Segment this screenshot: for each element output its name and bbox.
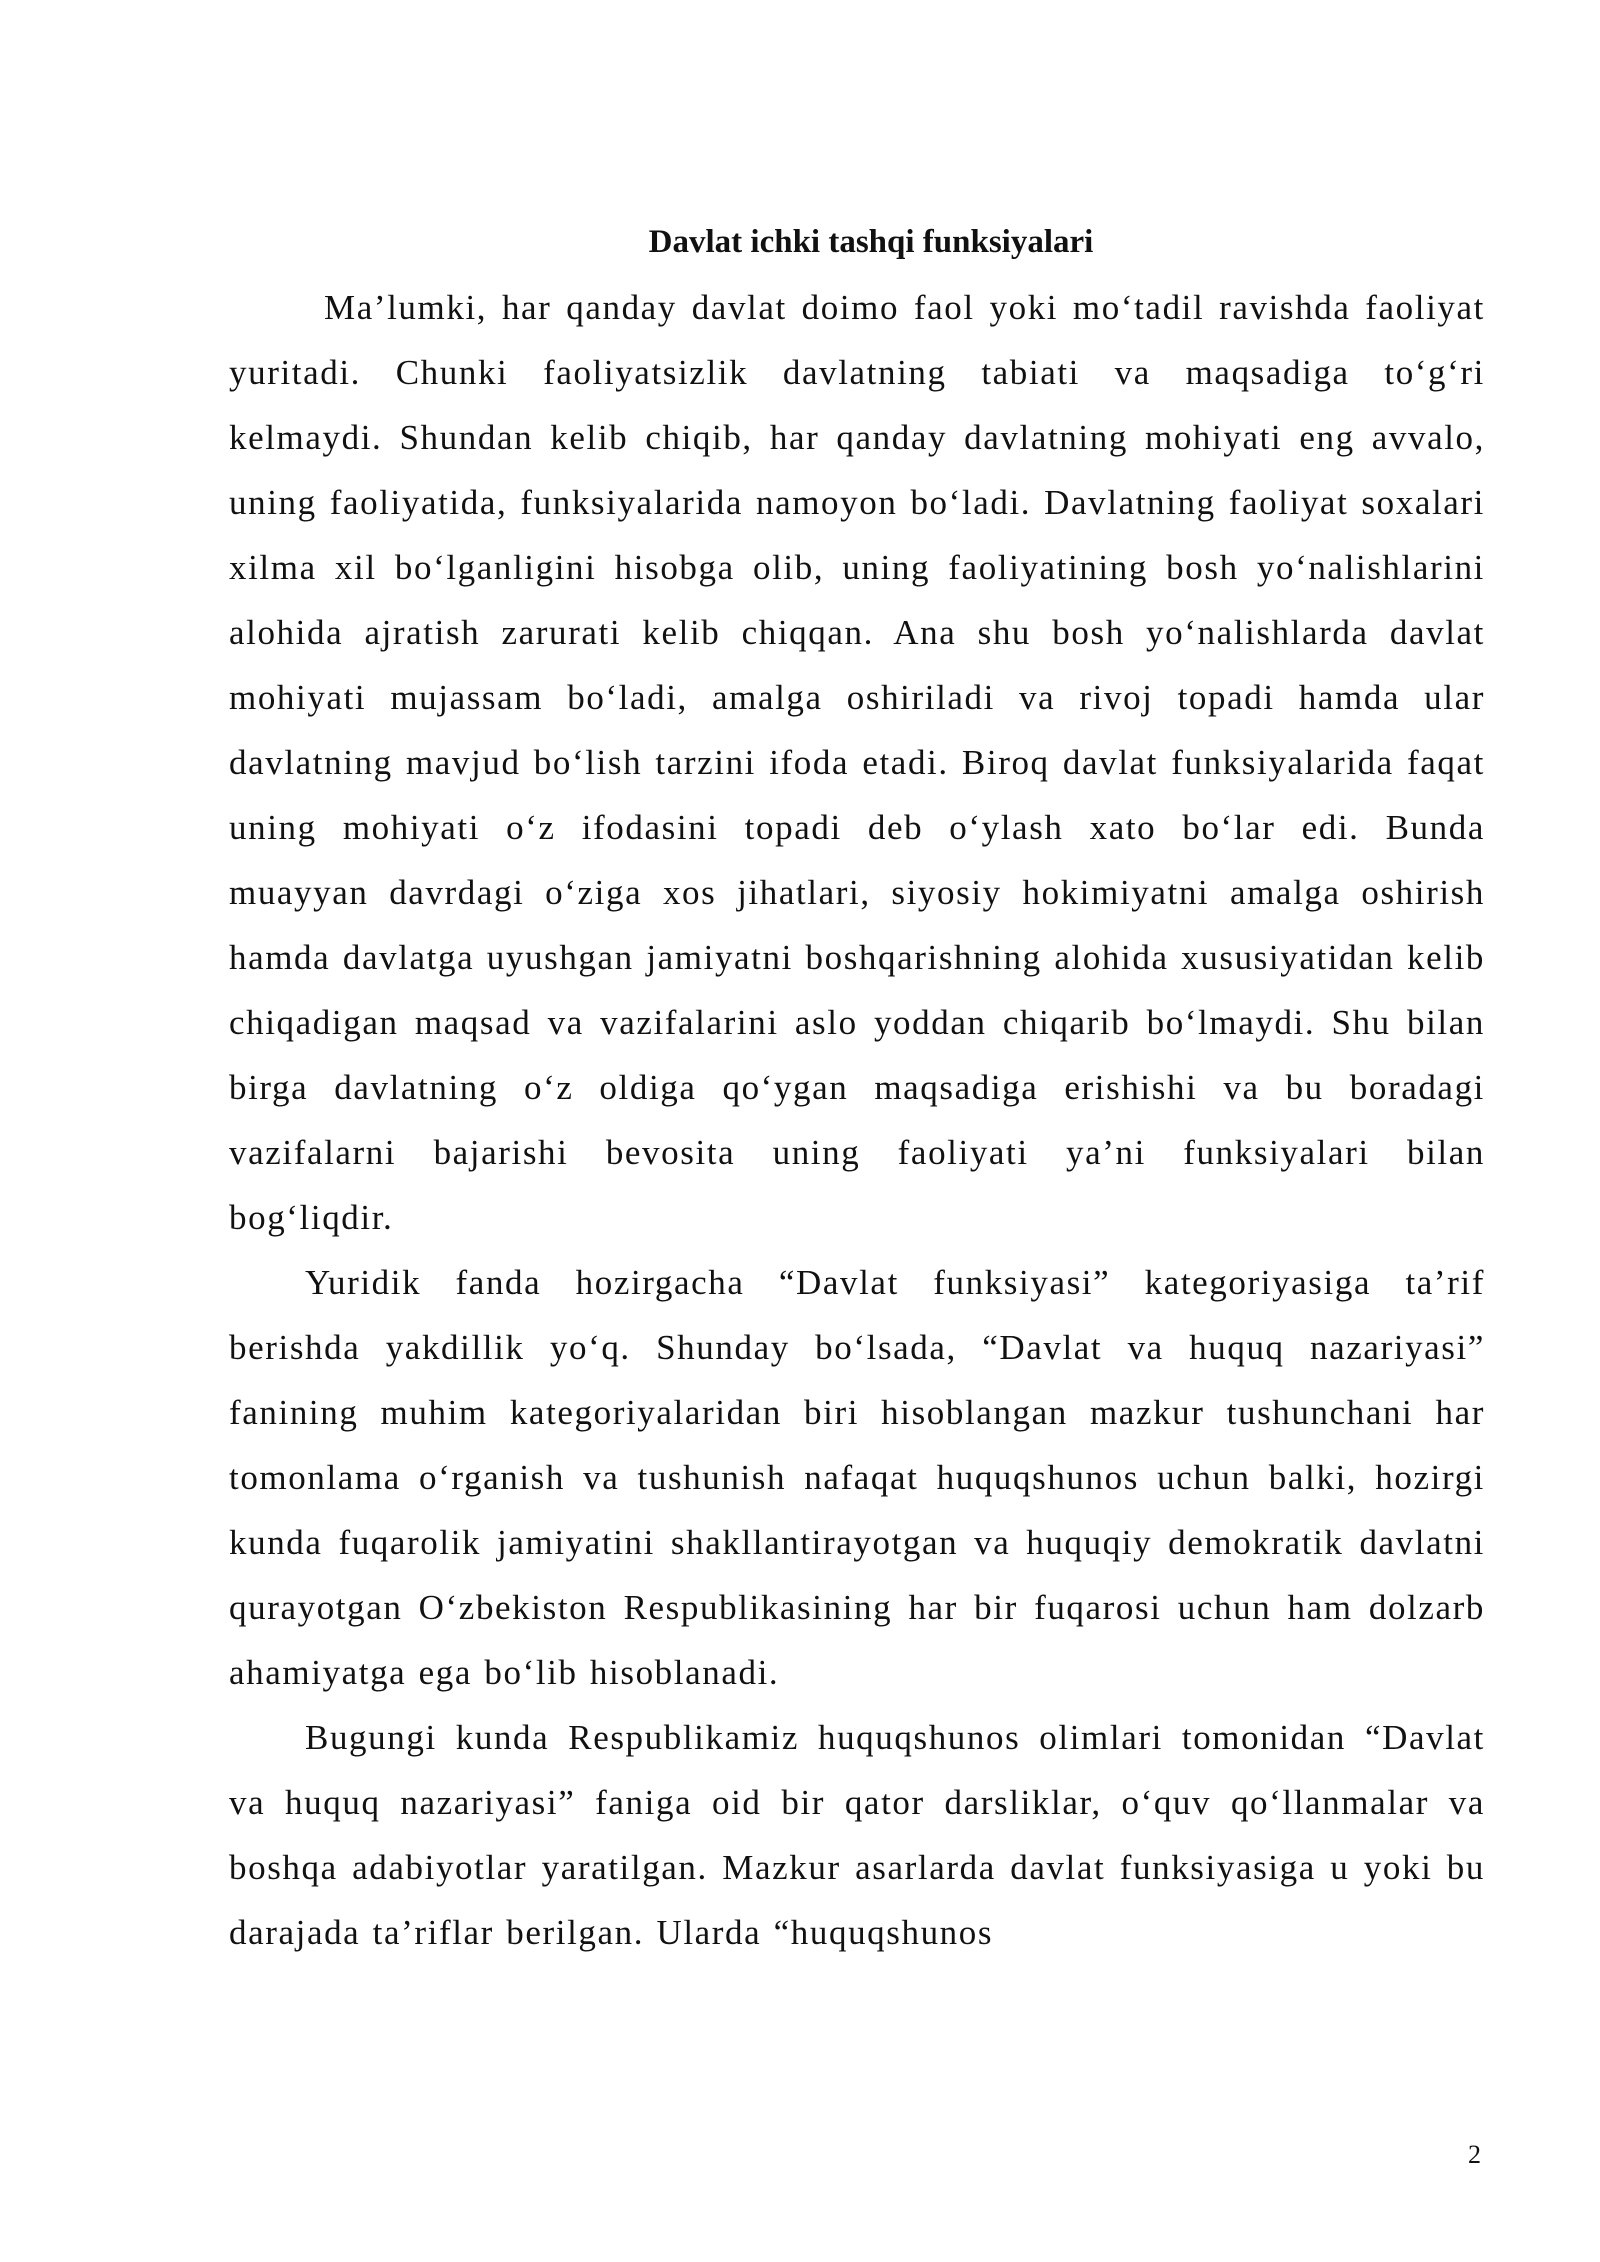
document-title: Davlat ichki tashqi funksiyalari <box>648 224 1094 260</box>
document-page <box>229 210 1485 1965</box>
paragraph-3: Bugungi kunda Respublikamiz huquqshunos olimlari tomonidan “Davlat va huquq nazariyasi” faniga oid bir qator darsliklar, o‘quv qo‘llanmalar va boshqa adabiyotlar yaratilgan. Mazkur asarlarda davlat funksiyasiga u yoki bu darajada ta’riflar berilgan. Ularda “huquqshunos <box>229 1718 1485 1952</box>
paragraph-1: Ma’lumki, har qanday davlat doimo faol yoki mo‘tadil ravishda faoliyat yuritadi. Chunki faoliyatsizlik davlatning tabiati va maqsadiga to‘g‘ri kelmaydi. Shundan kelib chiqib, har qanday davlatning mohiyati eng avvalo, uning faoliyatida, funksiyalarida namoyon bo‘ladi. Davlatning faoliyat soxalari xilma xil bo‘lganligini hisobga olib, uning faoliyatining bosh yo‘nalishlarini alohida ajratish zarurati kelib chiqqan. Ana shu bosh yo‘nalishlarda davlat mohiyati mujassam bo‘ladi, amalga oshiriladi va rivoj topadi hamda ular davlatning mavjud bo‘lish tarzini ifoda etadi. Biroq davlat funksiyalarida faqat uning mohiyati o‘z ifodasini topadi deb o‘ylash xato bo‘lar edi. Bunda muayyan davrdagi o‘ziga xos jihatlari, siyosiy hokimiyatni amalga oshirish hamda davlatga uyushgan jamiyatni boshqarishning alohida xususiyatidan kelib chiqadigan maqsad va vazifalarini aslo yoddan chiqarib bo‘lmaydi. Shu bilan birga davlatning o‘z oldiga qo‘ygan maqsadiga erishishi va bu boradagi vazifalarni bajarishi bevosita uning faoliyati ya’ni funksiyalari bilan bog‘liqdir. <box>229 288 1485 1237</box>
page-number: 2 <box>1468 2140 1481 2169</box>
paragraph-2: Yuridik fanda hozirgacha “Davlat funksiyasi” kategoriyasiga ta’rif berishda yakdillik yo‘q. Shunday bo‘lsada, “Davlat va huquq nazariyasi” fanining muhim kategoriyalaridan biri hisoblangan mazkur tushunchani har tomonlama o‘rganish va tushunish nafaqat huquqshunos uchun balki, hozirgi kunda fuqarolik jamiyatini shakllantirayotgan va huquqiy demokratik davlatni qurayotgan O‘zbekiston Respublikasining har bir fuqarosi uchun ham dolzarb ahamiyatga ega bo‘lib hisoblanadi. <box>229 1263 1485 1692</box>
